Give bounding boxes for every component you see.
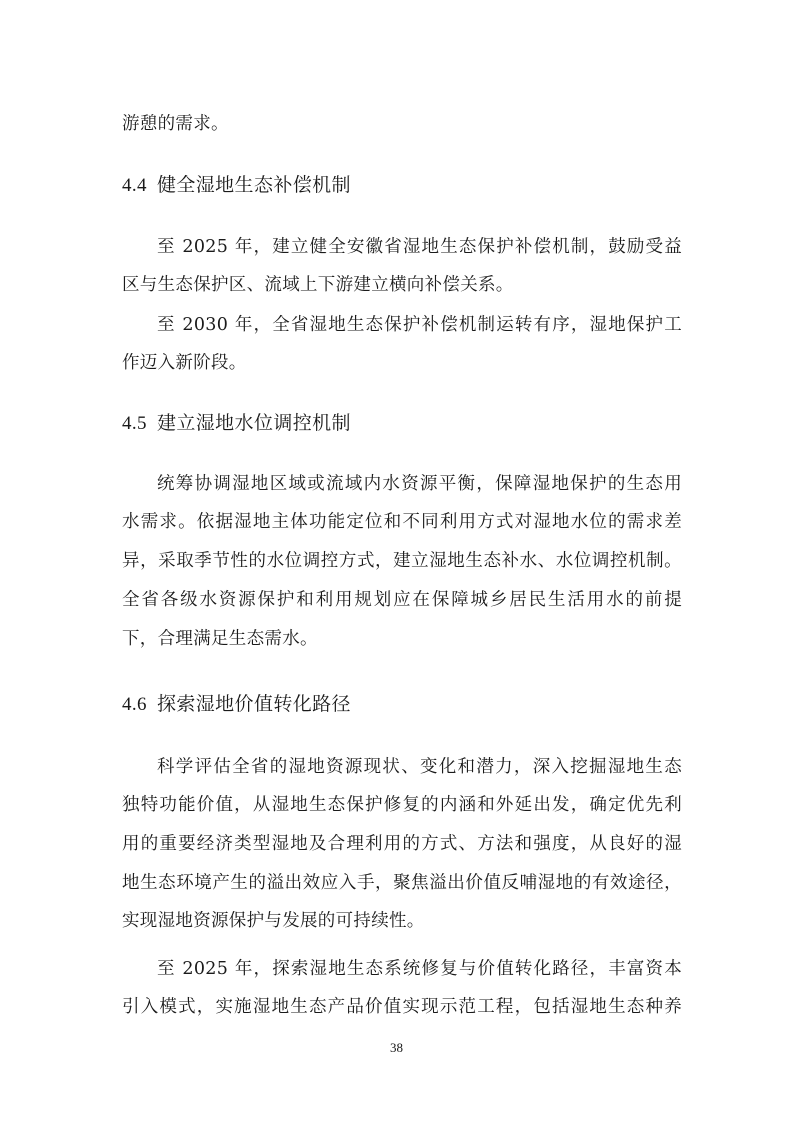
paragraph-line: 引入模式，实施湿地生态产品价值实现示范工程，包括湿地生态种养 (122, 997, 682, 1017)
paragraph-line: 独特功能价值，从湿地生态保护修复的内涵和外延出发，确定优先利 (122, 795, 682, 815)
section-number: 4.5 (122, 413, 147, 434)
paragraph-line: 区与生态保护区、流域上下游建立横向补偿关系。 (122, 275, 514, 295)
paragraph-line: 科学评估全省的湿地资源现状、变化和潜力，深入挖掘湿地生态 (157, 757, 682, 777)
paragraph-line: 用的重要经济类型湿地及合理利用的方式、方法和强度，从良好的湿 (122, 834, 682, 854)
paragraph-line: 至 2025 年，探索湿地生态系统修复与价值转化路径，丰富资本 (157, 959, 682, 979)
section-title: 健全湿地生态补偿机制 (156, 174, 351, 196)
paragraph-line: 地生态环境产生的溢出效应入手，聚焦溢出价值反哺湿地的有效途径， (122, 873, 682, 893)
paragraph-line: 至 2030 年，全省湿地生态保护补偿机制运转有序，湿地保护工 (157, 315, 682, 335)
paragraph-line: 异，采取季节性的水位调控方式，建立湿地生态补水、水位调控机制。 (122, 551, 682, 571)
section-number: 4.6 (122, 694, 147, 715)
paragraph-line: 统筹协调湿地区域或流域内水资源平衡，保障湿地保护的生态用 (157, 474, 682, 494)
section-heading (122, 691, 351, 718)
paragraph-line: 至 2025 年，建立健全安徽省湿地生态保护补偿机制，鼓励受益 (157, 237, 682, 257)
page-number: 38 (390, 1040, 403, 1055)
section-heading (122, 410, 351, 437)
section-title: 建立湿地水位调控机制 (156, 412, 351, 434)
paragraph-line: 下，合理满足生态需水。 (122, 629, 318, 649)
section-title: 探索湿地价值转化路径 (156, 693, 351, 715)
paragraph-line: 全省各级水资源保护和利用规划应在保障城乡居民生活用水的前提 (122, 590, 682, 610)
paragraph-line: 实现湿地资源保护与发展的可持续性。 (122, 911, 425, 931)
paragraph-line: 游憩的需求。 (122, 114, 229, 134)
section-number: 4.4 (122, 175, 147, 196)
section-heading (122, 172, 351, 199)
paragraph-line: 作迈入新阶段。 (122, 353, 247, 373)
paragraph-line: 水需求。依据湿地主体功能定位和不同利用方式对湿地水位的需求差 (122, 512, 682, 532)
